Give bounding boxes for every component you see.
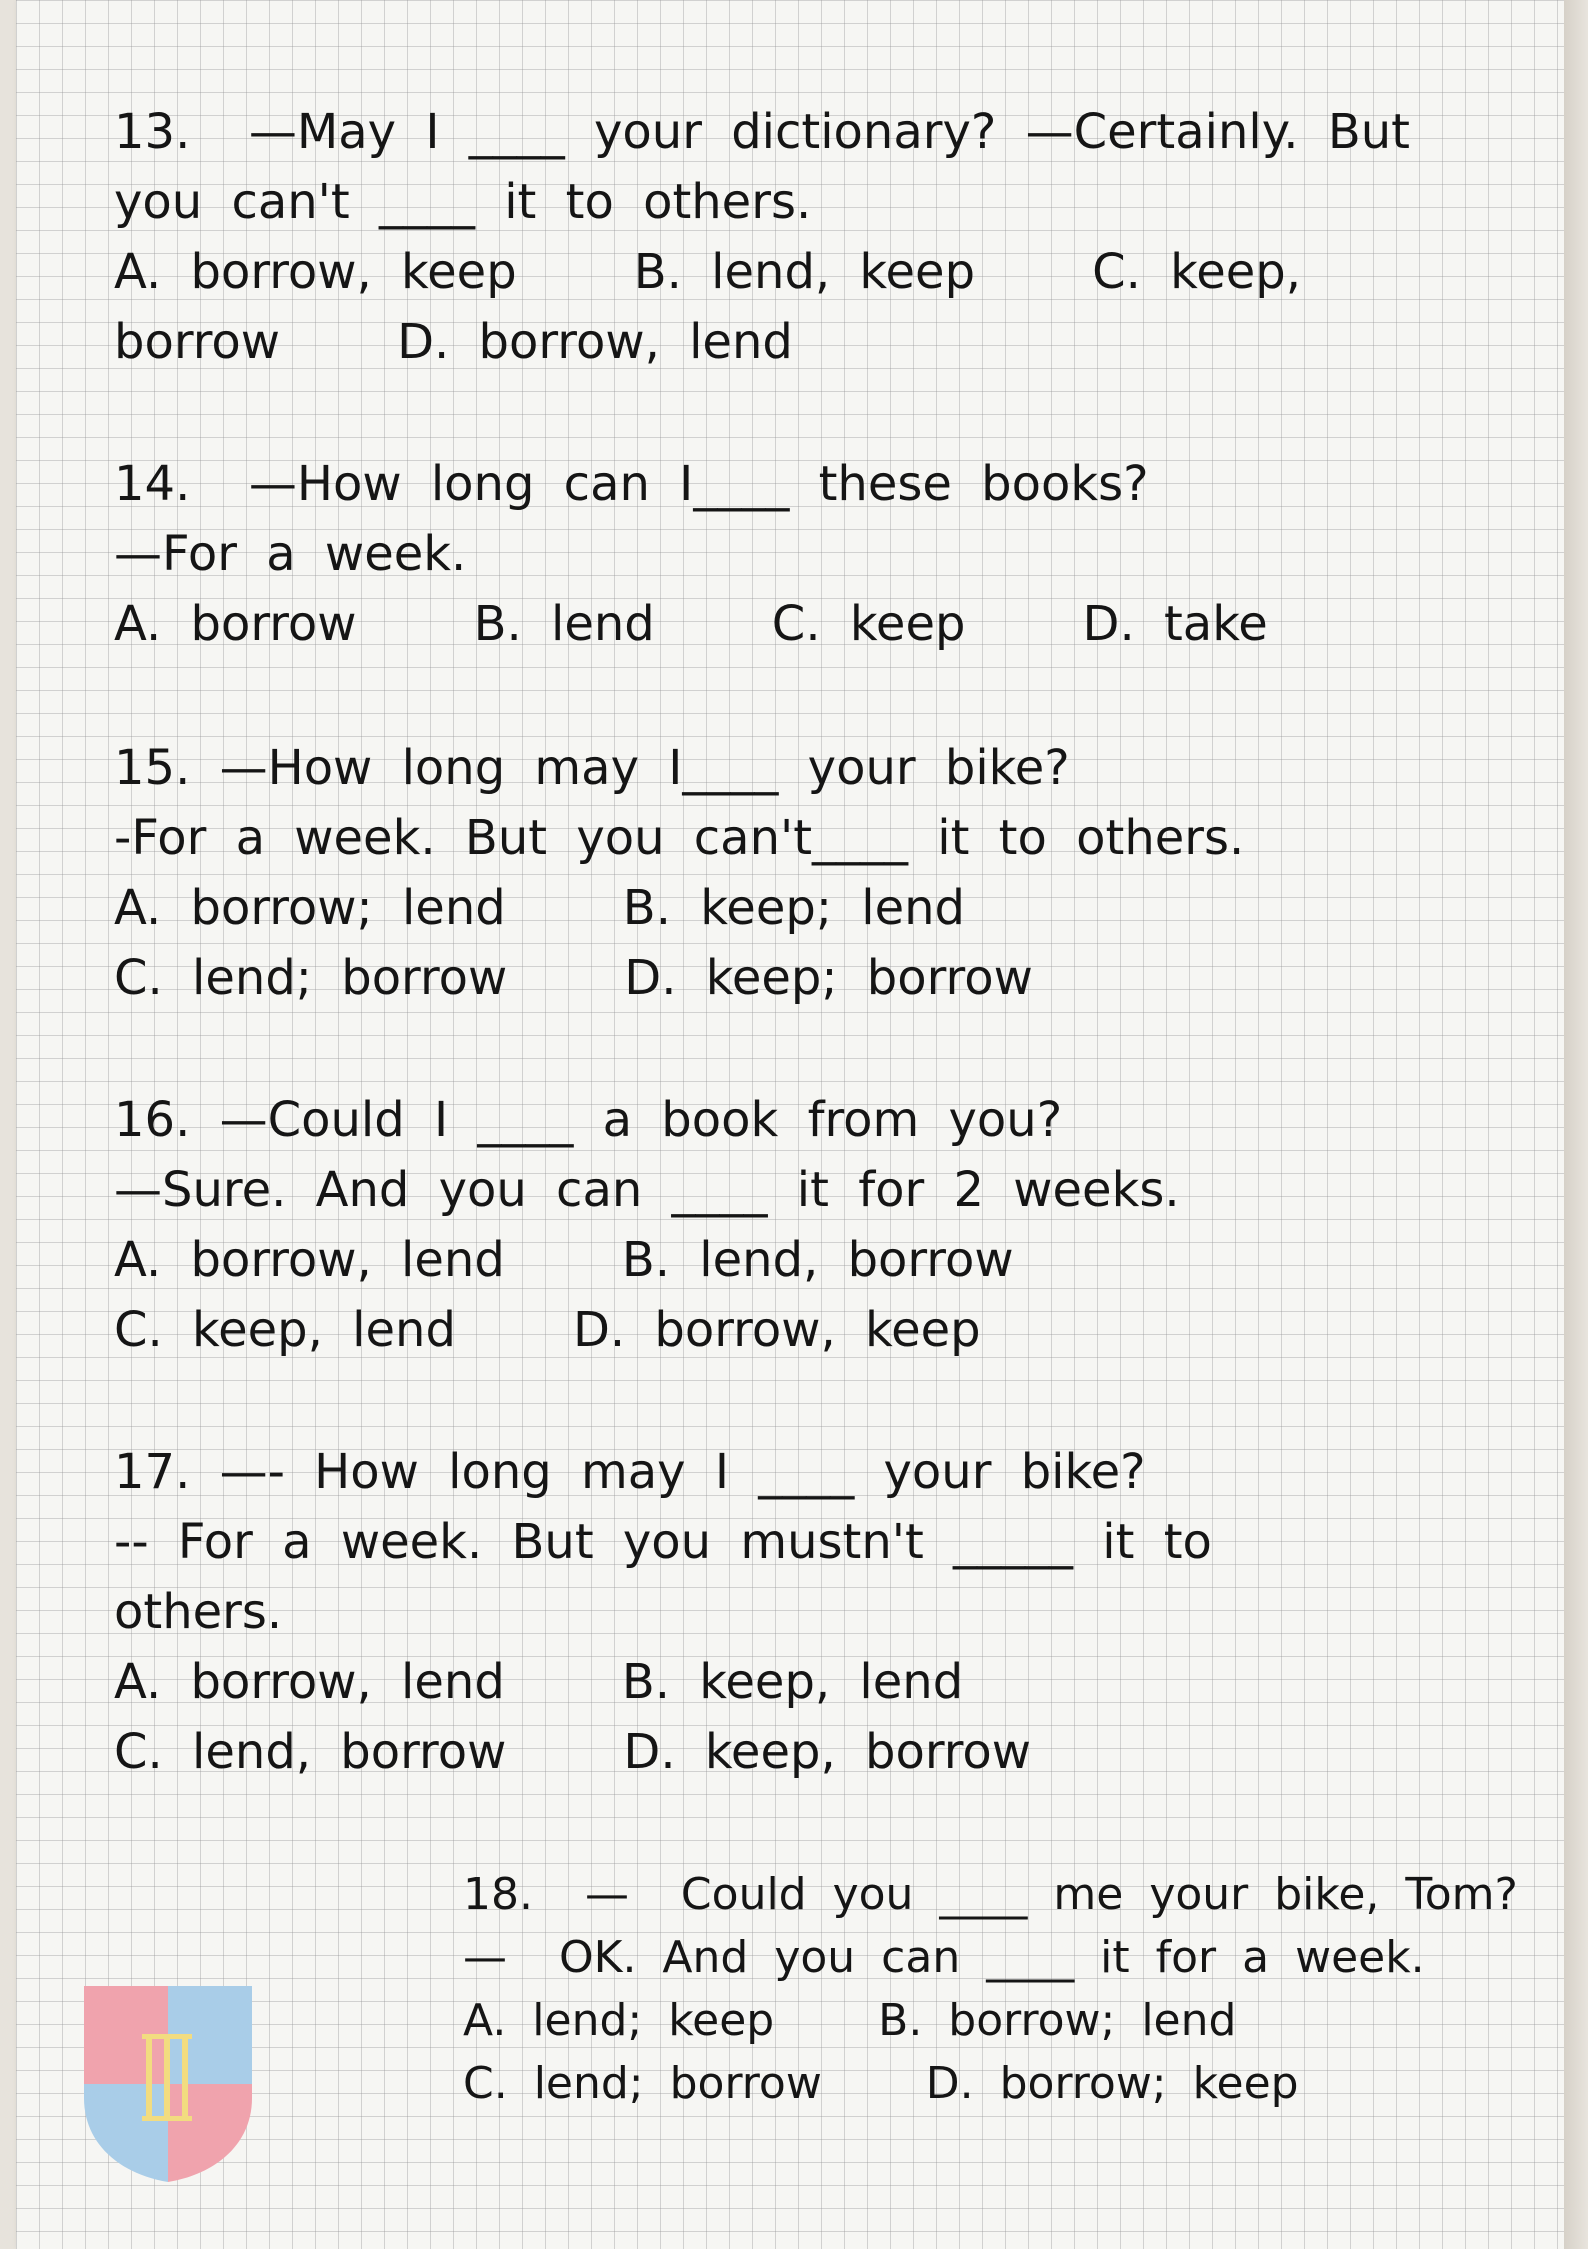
question-17	[114, 1437, 1212, 1787]
question-14	[114, 449, 1268, 659]
answer-options-line: borrow D. borrow, lend	[114, 314, 793, 370]
answer-options-line: A. lend; keep B. borrow; lend	[463, 1995, 1237, 2046]
question-16	[114, 1085, 1180, 1365]
question-line: 13. —May I ____ your dictionary? —Certainly. But	[114, 104, 1410, 160]
shield-crest-icon	[84, 1986, 252, 2182]
question-15	[114, 733, 1244, 1013]
crest-bars	[142, 2034, 192, 2121]
question-line: 15. —How long may I____ your bike?	[114, 740, 1070, 796]
answer-options-line: A. borrow; lend B. keep; lend	[114, 880, 966, 936]
question-line: 18. — Could you ____ me your bike, Tom?	[463, 1869, 1518, 1920]
crest-quarter	[168, 2084, 252, 2182]
answer-options-line: C. lend, borrow D. keep, borrow	[114, 1724, 1032, 1780]
question-line: -- For a week. But you mustn't _____ it to	[114, 1514, 1212, 1570]
answer-options-line: A. borrow, keep B. lend, keep C. keep,	[114, 244, 1301, 300]
question-line: 16. —Could I ____ a book from you?	[114, 1092, 1063, 1148]
question-line: —Sure. And you can ____ it for 2 weeks.	[114, 1162, 1180, 1218]
crest-quarter	[84, 2084, 168, 2182]
question-13	[114, 97, 1410, 377]
page-edge	[1564, 0, 1588, 2249]
question-line: 14. —How long can I____ these books?	[114, 456, 1149, 512]
question-18	[463, 1863, 1518, 2115]
question-line: — OK. And you can ____ it for a week.	[463, 1932, 1425, 1983]
question-line: -For a week. But you can't____ it to others.	[114, 810, 1245, 866]
answer-options-line: C. keep, lend D. borrow, keep	[114, 1302, 981, 1358]
question-line: others.	[114, 1584, 283, 1640]
answer-options-line: C. lend; borrow D. borrow; keep	[463, 2058, 1299, 2109]
answer-options-line: A. borrow B. lend C. keep D. take	[114, 596, 1268, 652]
answer-options-line: C. lend; borrow D. keep; borrow	[114, 950, 1033, 1006]
question-line: 17. —- How long may I ____ your bike?	[114, 1444, 1146, 1500]
question-line: you can't ____ it to others.	[114, 174, 812, 230]
answer-options-line: A. borrow, lend B. keep, lend	[114, 1654, 964, 1710]
answer-options-line: A. borrow, lend B. lend, borrow	[114, 1232, 1014, 1288]
question-line: —For a week.	[114, 526, 467, 582]
